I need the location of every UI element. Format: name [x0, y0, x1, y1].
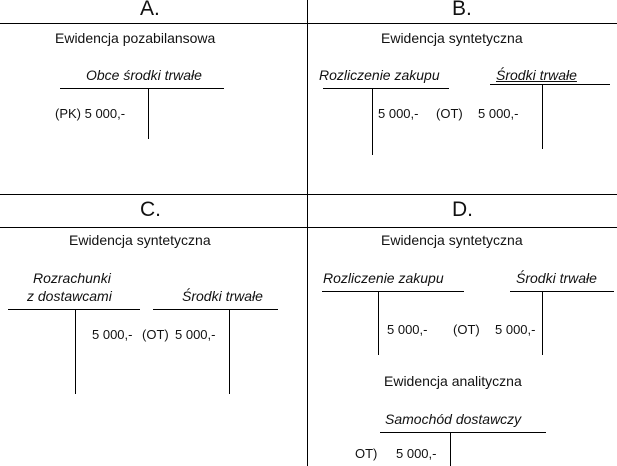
panel-c-t-account-2-stem — [229, 309, 230, 394]
panel-b-t-account-1-stem — [372, 88, 373, 155]
panel-c-ot-tag: (OT) — [142, 327, 169, 342]
center-divider — [307, 0, 308, 466]
panel-d-t-account-3-top — [380, 432, 546, 433]
panel-d-amount-2: 5 000,- — [495, 322, 536, 337]
middle-divider — [0, 194, 617, 195]
panel-a-t-account-top — [60, 88, 224, 89]
panel-d-t-account-2-stem — [542, 291, 543, 355]
panel-b-amount-1: 5 000,- — [378, 106, 419, 121]
panel-d-amount-1: 5 000,- — [387, 322, 428, 337]
panel-c-amount-1: 5 000,- — [92, 327, 133, 342]
panel-d-t-account-1-top — [322, 291, 464, 292]
panel-d-t-account-3-stem — [450, 432, 451, 466]
panel-c-t-account-1-stem — [75, 309, 76, 394]
panel-d-ot-tag-analytical: OT) — [355, 446, 378, 461]
panel-c-heading: Ewidencja syntetyczna — [69, 232, 211, 248]
lower-header-divider — [0, 227, 617, 228]
panel-c-account-rozrachunki-line2: z dostawcami — [27, 288, 112, 304]
panel-d-account-samochod: Samochód dostawczy — [385, 411, 522, 427]
panel-a-debit-entry: (PK) 5 000,- — [55, 106, 126, 121]
panel-a-heading: Ewidencja pozabilansowa — [55, 30, 216, 46]
panel-b-label: B. — [452, 0, 472, 20]
panel-b-account-rozliczenie: Rozliczenie zakupu — [319, 67, 440, 83]
panel-d-t-account-1-stem — [378, 291, 379, 355]
panel-b-heading: Ewidencja syntetyczna — [381, 30, 523, 46]
panel-c-account-rozrachunki-line1: Rozrachunki — [33, 270, 111, 286]
panel-b-account-srodki: Środki trwałe — [496, 67, 577, 83]
panel-b-t-account-2-top — [490, 84, 610, 85]
panel-b-t-account-1-top — [323, 88, 449, 89]
panel-c-account-srodki: Środki trwałe — [182, 288, 263, 304]
panel-c-t-account-2-top — [153, 309, 278, 310]
panel-d-amount-analytical: 5 000,- — [396, 446, 437, 461]
panel-d-heading-analytical: Ewidencja analityczna — [384, 373, 522, 389]
panel-d-label: D. — [452, 198, 473, 221]
panel-a-account-name: Obce środki trwałe — [86, 67, 202, 83]
panel-d-account-rozliczenie: Rozliczenie zakupu — [323, 270, 444, 286]
panel-c-label: C. — [140, 198, 161, 221]
panel-c-t-account-1-top — [8, 309, 140, 310]
top-header-divider — [0, 23, 617, 24]
panel-d-heading: Ewidencja syntetyczna — [381, 232, 523, 248]
panel-d-account-srodki: Środki trwałe — [516, 270, 597, 286]
panel-d-t-account-2-top — [510, 291, 614, 292]
panel-a-label: A. — [140, 0, 160, 20]
panel-a-t-account-stem — [148, 88, 149, 139]
panel-b-amount-2: 5 000,- — [478, 106, 519, 121]
panel-d-ot-tag: (OT) — [453, 322, 480, 337]
panel-b-t-account-2-stem — [542, 84, 543, 149]
panel-c-amount-2: 5 000,- — [175, 327, 216, 342]
panel-b-ot-tag: (OT) — [436, 106, 463, 121]
